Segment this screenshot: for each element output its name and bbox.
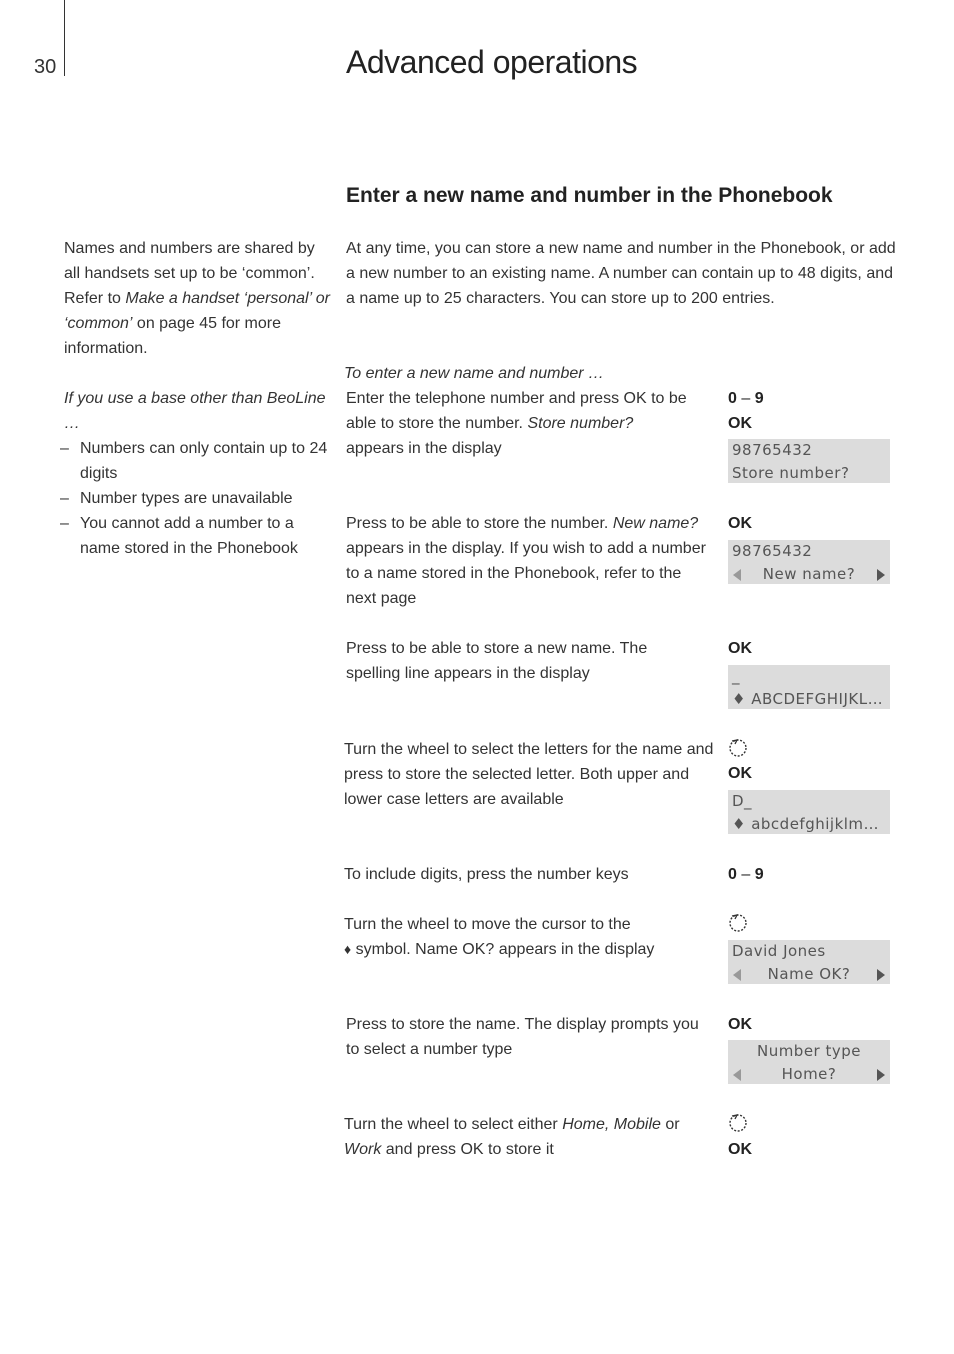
page-number: 30: [34, 56, 57, 78]
key-ok: OK: [728, 1141, 752, 1158]
base-heading: If you use a base other than BeoLine …: [64, 390, 326, 432]
key-ok: OK: [728, 415, 752, 432]
display-spelling-upper: _ ♦ ABCDEFGHIJKL…: [728, 665, 890, 709]
display-number-type: Number type Home?: [728, 1040, 890, 1084]
display-name-ok: David Jones Name OK?: [728, 940, 890, 984]
step-5: To include digits, press the number keys: [344, 866, 629, 883]
step-3: Press to be able to store a new name. The spelling line appears in the display: [346, 640, 648, 682]
step-8: Turn the wheel to select either Home, Mobile or Work and press OK to store it: [344, 1116, 680, 1158]
base-limitations-list: [64, 436, 334, 561]
step-7: Press to store the name. The display prompts you to select a number type: [346, 1016, 699, 1058]
list-item: – Numbers can only contain up to 24 digits: [64, 436, 334, 486]
key-digits: 0 – 9: [728, 866, 764, 883]
step-6: Turn the wheel to move the cursor to the ♦ symbol. Name OK? appears in the display: [344, 916, 655, 958]
sidebar: [64, 236, 334, 561]
page-title: Advanced operations: [346, 44, 638, 80]
key-ok: OK: [728, 765, 752, 782]
intro-paragraph: At any time, you can store a new name and number in the Phonebook, or add a new number to an existing name. A number can contain up to 48 digits, and a name up to 25 characters. You can store up to 200 entries.: [346, 240, 896, 307]
list-item: – Number types are unavailable: [64, 486, 334, 511]
arrow-right-icon: [877, 569, 885, 581]
key-ok: OK: [728, 515, 752, 532]
wheel-icon: [728, 738, 748, 758]
page-reference: Make a handset ‘personal’ or ‘common’: [64, 290, 330, 332]
display-spelling-lower: D_ ♦ abcdefghijklm…: [728, 790, 890, 834]
wheel-icon: [728, 913, 748, 933]
display-store-number: 98765432 Store number?: [728, 439, 890, 483]
sidebar-note: Names and numbers are shared by all handsets set up to be ‘common’. Refer to Make a handset ‘personal’ or ‘common’ on page 45 for more information.: [64, 240, 330, 357]
wheel-icon: [728, 1113, 748, 1133]
arrow-right-icon: [877, 1069, 885, 1081]
step-1: Enter the telephone number and press OK to be able to store the number. Store number? appears in the display: [346, 390, 687, 457]
header-rule: [64, 0, 65, 76]
display-new-name: 98765432 New name?: [728, 540, 890, 584]
key-ok: OK: [728, 1016, 752, 1033]
step-4: Turn the wheel to select the letters for the name and press to store the selected letter. Both upper and lower case letters are available: [344, 741, 714, 808]
list-item: – You cannot add a number to a name stored in the Phonebook: [64, 511, 334, 561]
section-title: Enter a new name and number in the Phonebook: [346, 184, 833, 207]
key-digits: 0 – 9: [728, 390, 764, 407]
step-2: Press to be able to store the number. New name? appears in the display. If you wish to add a number to a name stored in the Phonebook, refer to the next page: [346, 515, 706, 607]
procedure-heading: To enter a new name and number …: [344, 365, 605, 382]
key-ok: OK: [728, 640, 752, 657]
arrow-right-icon: [877, 969, 885, 981]
cursor-symbol-icon: ♦: [344, 941, 352, 957]
